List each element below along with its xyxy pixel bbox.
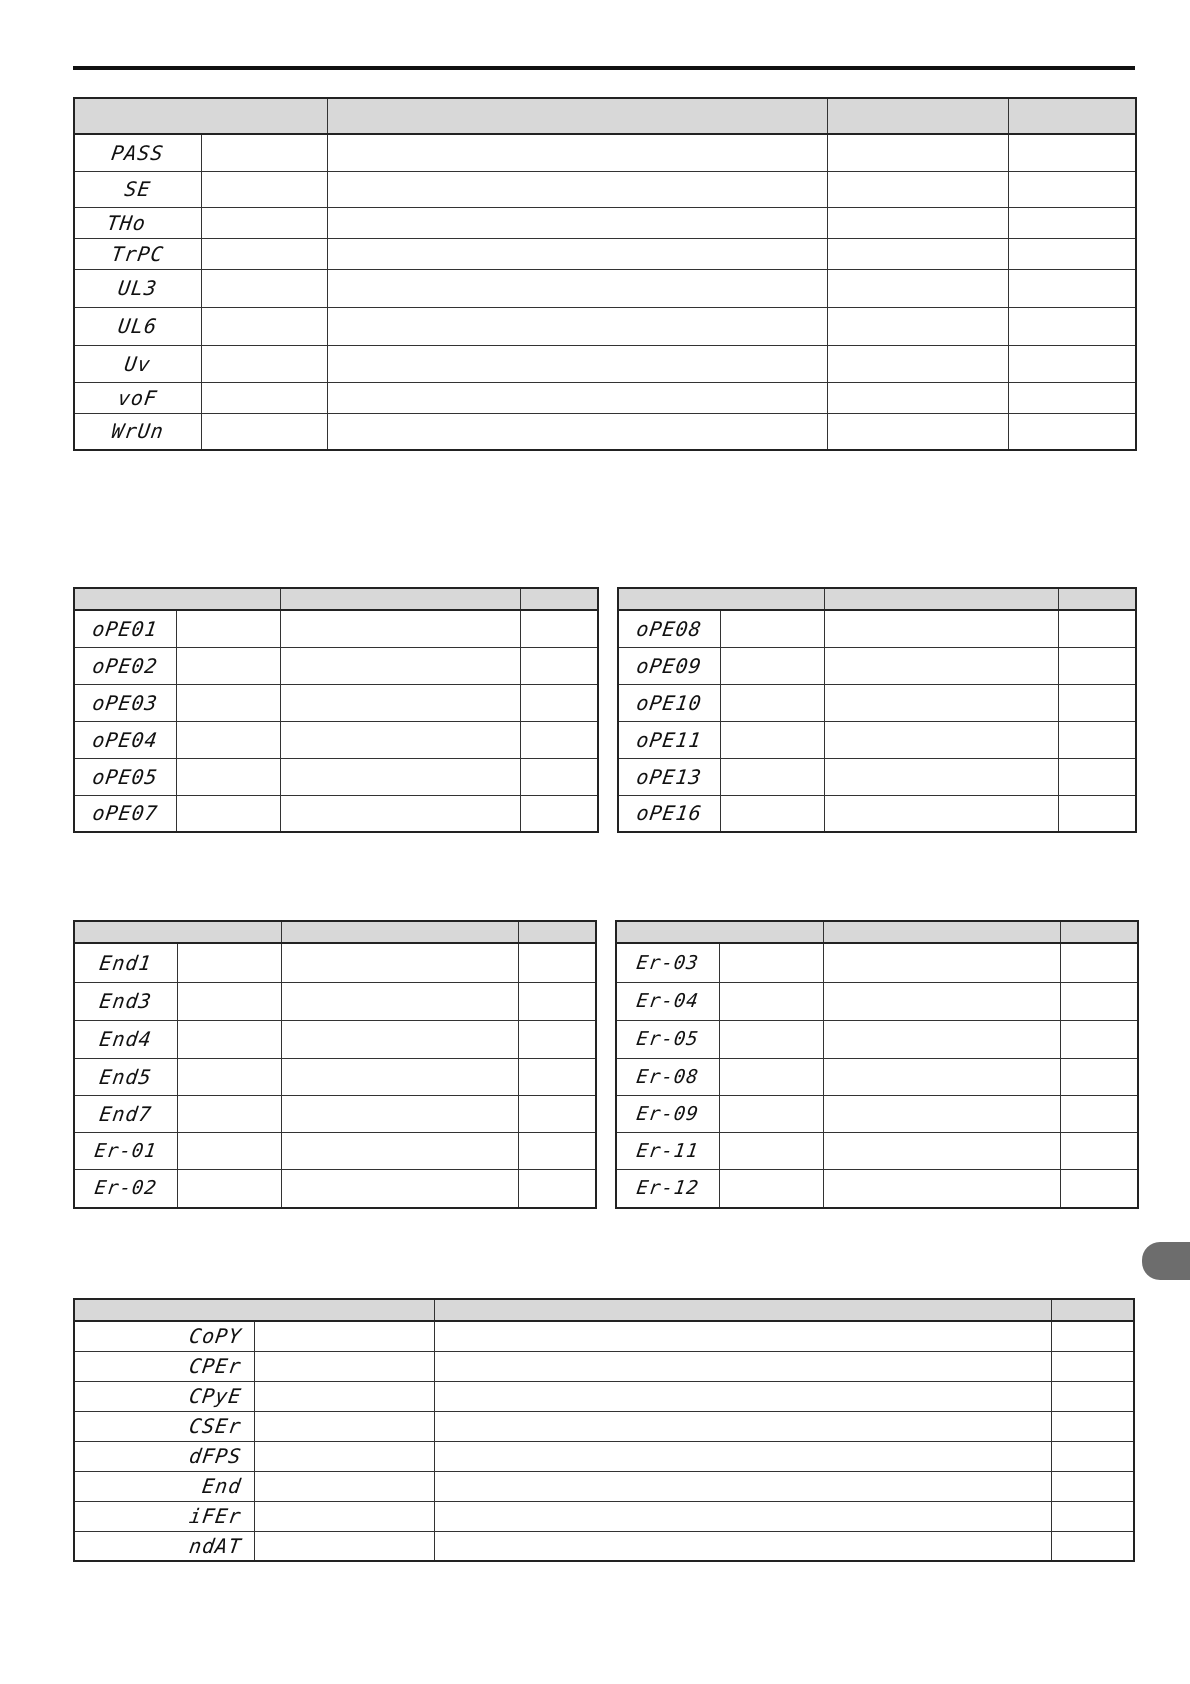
table-row (74, 1471, 1134, 1501)
display-code: Er-05 (613, 1020, 721, 1058)
table-row (74, 238, 1136, 269)
table-row (74, 1381, 1134, 1411)
display-code: iFEr (72, 1501, 256, 1531)
display-code: Er-08 (613, 1058, 721, 1095)
display-code: Er-11 (613, 1132, 721, 1169)
table-row (618, 647, 1136, 684)
display-code: oPE03 (71, 684, 178, 721)
table-row (618, 795, 1136, 832)
header-cell (1051, 1299, 1134, 1321)
table-row (74, 171, 1136, 207)
header-cell (74, 921, 281, 943)
header-cell (434, 1299, 1051, 1321)
table-row (616, 943, 1138, 982)
table-row (74, 1132, 596, 1169)
display-code: oPE08 (615, 610, 722, 647)
display-code: oPE10 (615, 684, 722, 721)
table-row (74, 795, 598, 832)
table-row (74, 1351, 1134, 1381)
header-cell (823, 921, 1060, 943)
header-cell (824, 588, 1058, 610)
display-code: oPE01 (71, 610, 178, 647)
display-code: oPE13 (615, 758, 722, 795)
header-cell (518, 921, 596, 943)
display-code: oPE09 (615, 647, 722, 684)
display-code: Uv (71, 345, 203, 382)
autotuning-table-left (73, 920, 597, 1209)
table-row (74, 1321, 1134, 1351)
header-cell (1058, 588, 1136, 610)
display-code: SE (71, 171, 203, 207)
table-row (74, 1169, 596, 1208)
table-row (74, 269, 1136, 307)
copy-function-table (73, 1298, 1135, 1562)
display-code: WrUn (71, 413, 203, 450)
table-row (618, 610, 1136, 647)
display-code: End7 (71, 1095, 179, 1132)
header-cell (616, 921, 823, 943)
table-header-row (618, 588, 1136, 610)
table-row (74, 1020, 596, 1058)
display-code: End4 (71, 1020, 179, 1058)
ope-table-left (73, 587, 599, 833)
display-code: CSEr (72, 1411, 256, 1441)
header-cell (74, 588, 280, 610)
table-header-row (74, 98, 1136, 134)
table-row (618, 684, 1136, 721)
header-cell (74, 1299, 434, 1321)
display-code: oPE16 (615, 795, 722, 832)
display-code: dFPS (72, 1441, 256, 1471)
table-row (74, 382, 1136, 413)
display-code: voF (72, 382, 203, 413)
table-row (74, 1058, 596, 1095)
table-row (74, 721, 598, 758)
header-cell (618, 588, 824, 610)
display-code: Er-04 (613, 982, 721, 1020)
autotuning-table-right (615, 920, 1139, 1209)
display-code: End3 (71, 982, 179, 1020)
display-code: oPE05 (71, 758, 178, 795)
display-code: ndAT (72, 1531, 256, 1561)
table-header-row (616, 921, 1138, 943)
table-row (74, 943, 596, 982)
header-cell (280, 588, 520, 610)
chapter-tab (1142, 1242, 1190, 1280)
display-code: TrPC (72, 238, 203, 269)
ope-table-right (617, 587, 1137, 833)
header-cell (827, 98, 1008, 134)
table-header-row (74, 1299, 1134, 1321)
table-row (74, 413, 1136, 450)
display-code: oPE07 (71, 795, 178, 832)
header-cell (1060, 921, 1138, 943)
display-code: UL6 (71, 307, 203, 345)
alarm-table (73, 97, 1137, 451)
header-cell (281, 921, 518, 943)
display-code: Er-01 (71, 1132, 179, 1169)
display-code: Er-09 (613, 1095, 721, 1132)
display-code: CoPY (72, 1321, 256, 1351)
table-row (74, 1501, 1134, 1531)
header-cell (74, 98, 327, 134)
table-row (616, 1020, 1138, 1058)
display-code: THo (72, 207, 203, 238)
header-cell (327, 98, 827, 134)
header-cell (520, 588, 598, 610)
display-code: End1 (71, 943, 179, 982)
table-row (74, 1095, 596, 1132)
display-code: CPyE (72, 1381, 256, 1411)
display-code: Er-12 (613, 1169, 721, 1208)
header-cell (1008, 98, 1136, 134)
display-code: oPE11 (615, 721, 722, 758)
table-row (74, 1531, 1134, 1561)
table-row (618, 721, 1136, 758)
display-code: PASS (71, 134, 203, 171)
display-code: Er-02 (71, 1169, 179, 1208)
table-row (74, 647, 598, 684)
display-code: End (72, 1471, 256, 1501)
table-row (618, 758, 1136, 795)
display-code: oPE02 (71, 647, 178, 684)
table-header-row (74, 921, 596, 943)
table-row (74, 610, 598, 647)
table-row (74, 758, 598, 795)
table-row (74, 982, 596, 1020)
table-row (616, 1095, 1138, 1132)
table-row (74, 684, 598, 721)
page-top-rule (73, 66, 1135, 70)
table-row (616, 1169, 1138, 1208)
table-row (74, 1411, 1134, 1441)
table-row (74, 207, 1136, 238)
table-row (616, 1132, 1138, 1169)
table-row (616, 1058, 1138, 1095)
display-code: UL3 (71, 269, 203, 307)
display-code: oPE04 (71, 721, 178, 758)
display-code: End5 (71, 1058, 179, 1095)
display-code: Er-03 (613, 943, 721, 982)
table-row (74, 307, 1136, 345)
table-row (74, 134, 1136, 171)
table-row (616, 982, 1138, 1020)
table-row (74, 345, 1136, 382)
display-code: CPEr (72, 1351, 256, 1381)
table-row (74, 1441, 1134, 1471)
table-header-row (74, 588, 598, 610)
